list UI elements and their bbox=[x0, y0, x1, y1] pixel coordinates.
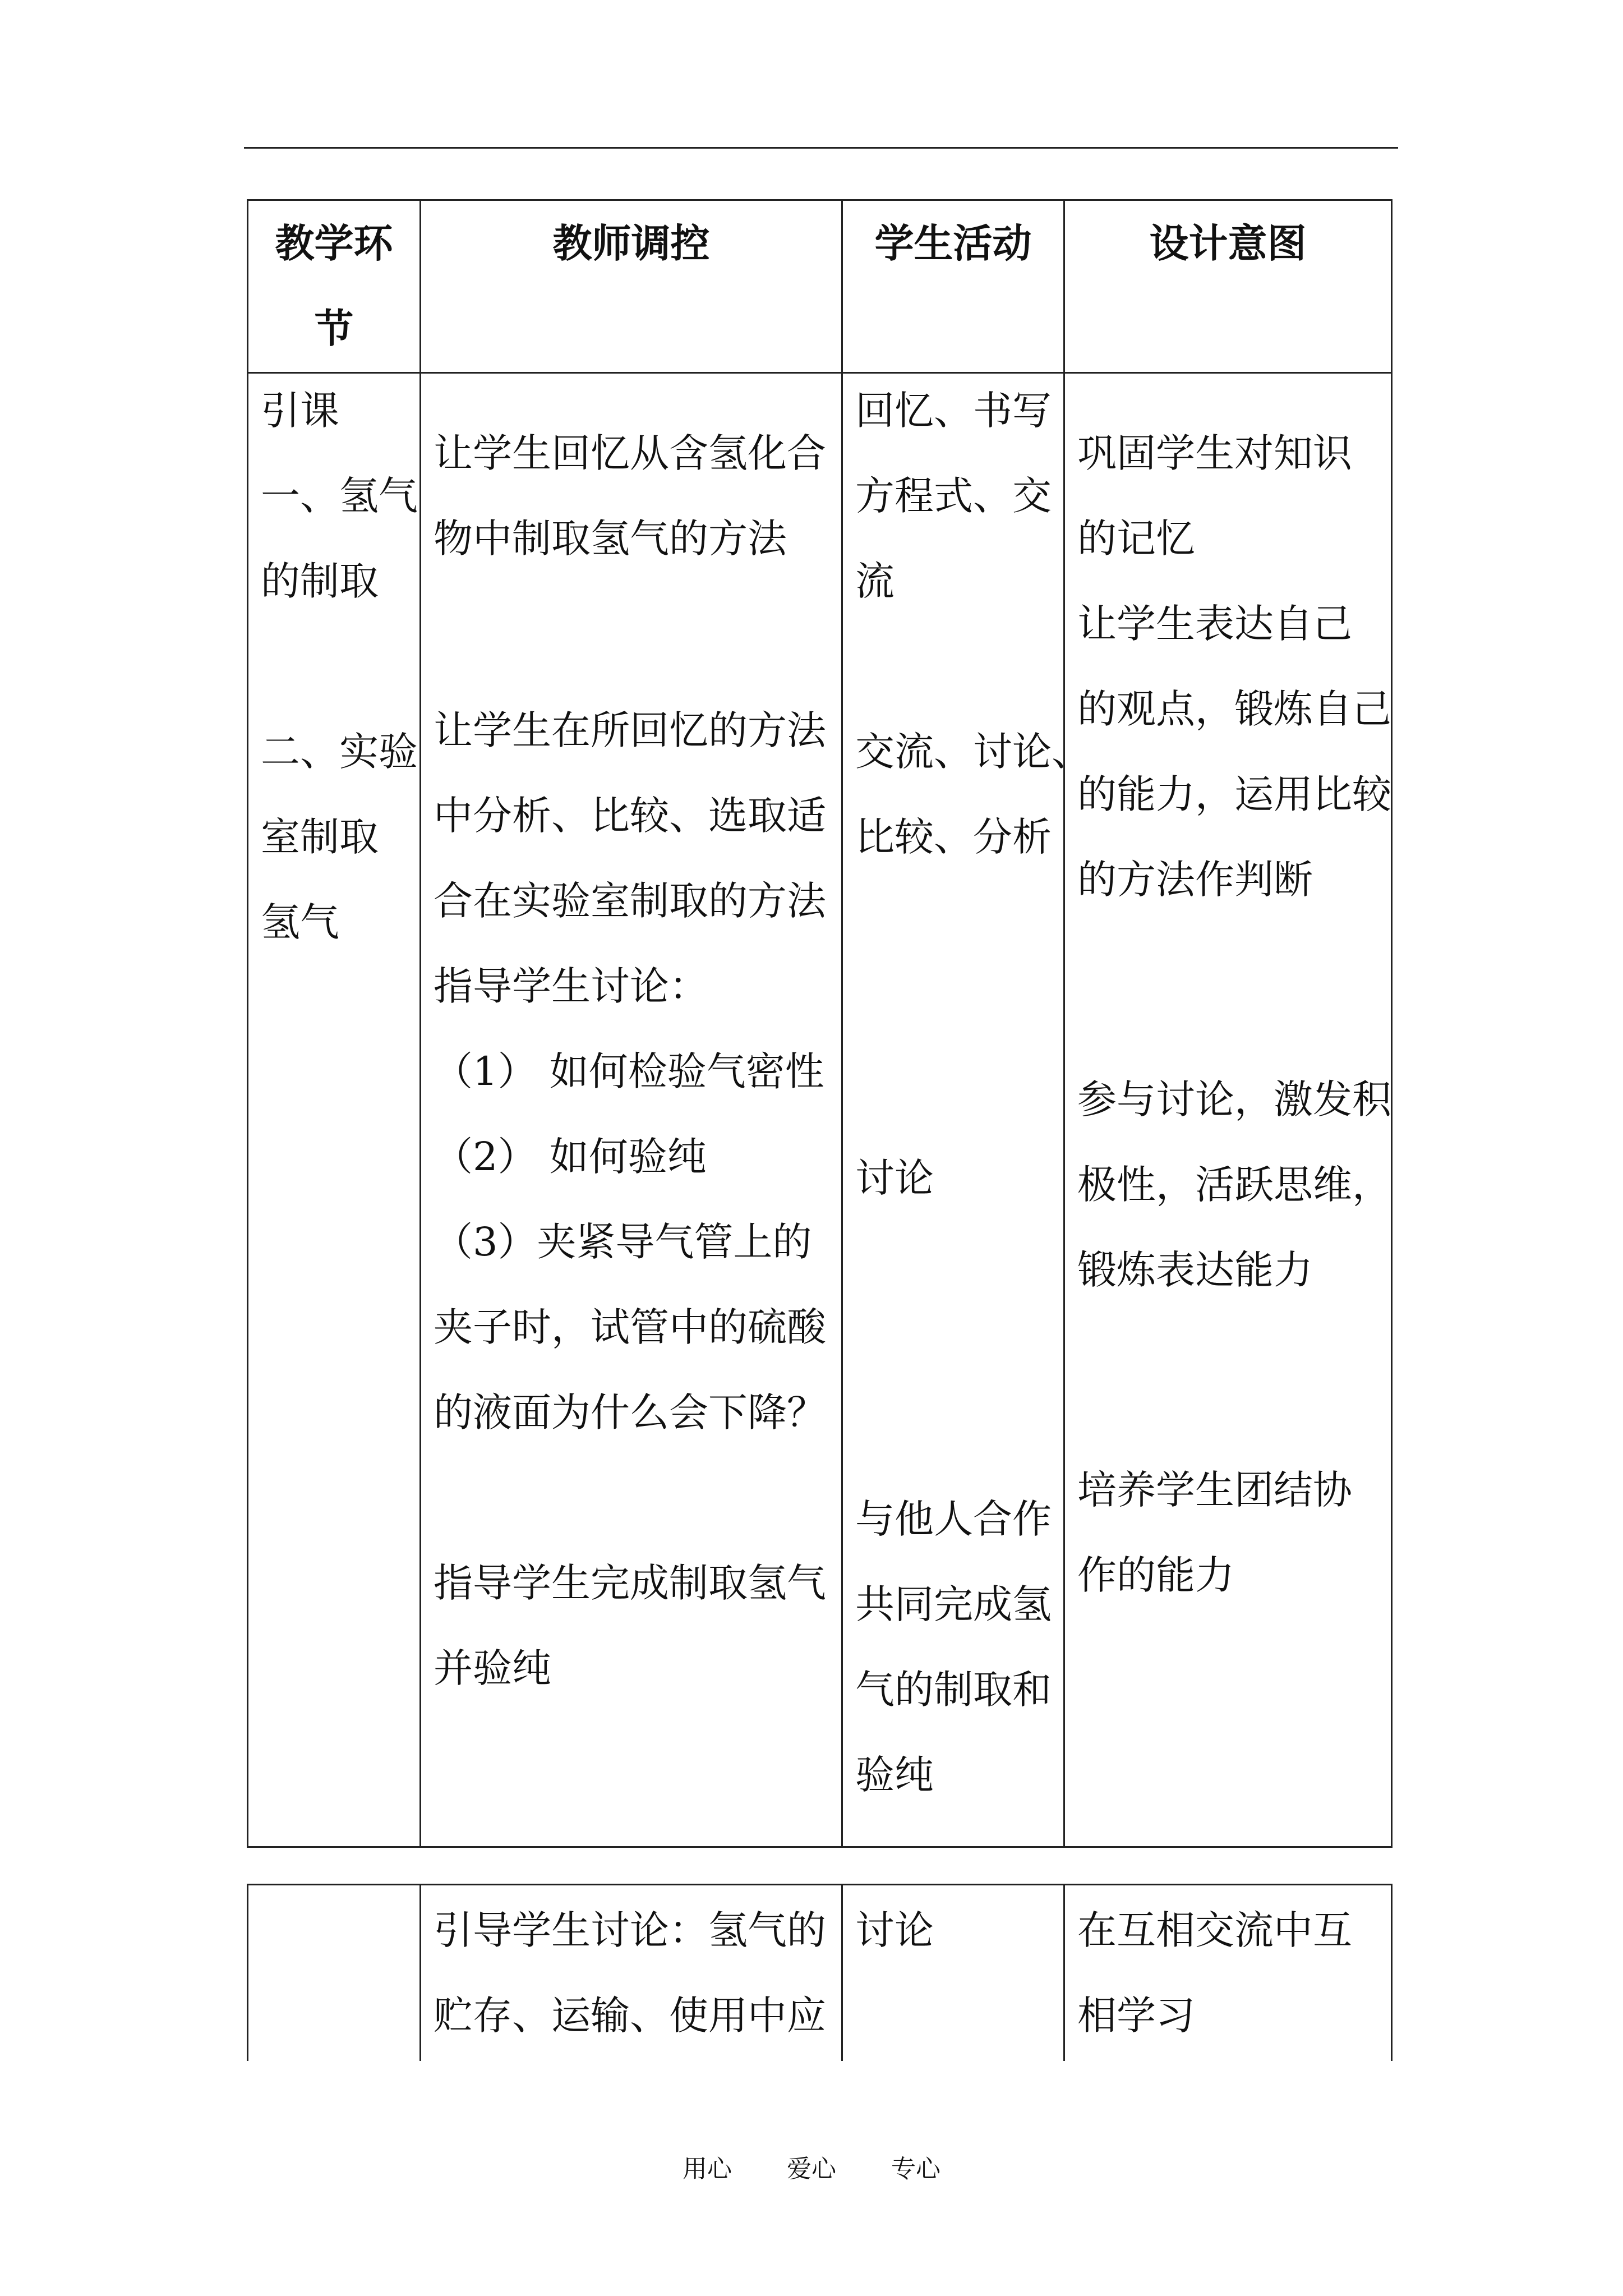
student-line: 讨论 bbox=[855, 1155, 934, 1201]
intent-line: 巩固学生对知识 bbox=[1077, 430, 1352, 476]
teacher-line: 合在实验室制取的方法 bbox=[434, 878, 826, 924]
header-rule bbox=[244, 147, 1398, 149]
student-line: 流 bbox=[855, 558, 895, 604]
student-line: 讨论 bbox=[855, 1907, 934, 1953]
student-line: 交流、讨论、 bbox=[855, 729, 1091, 775]
footer-text: 爱心 bbox=[787, 2155, 836, 2183]
intent-line: 培养学生团结协 bbox=[1077, 1467, 1352, 1513]
header-intent: 设计意图 bbox=[1149, 220, 1307, 266]
student-line: 气的制取和 bbox=[855, 1667, 1052, 1713]
header-student: 学生活动 bbox=[874, 220, 1032, 266]
intent-cell bbox=[1064, 1885, 1392, 2061]
teacher-line: 贮存、运输、使用中应 bbox=[434, 1993, 826, 2039]
table-row bbox=[248, 373, 1392, 1847]
footer-text: 用心 bbox=[683, 2155, 732, 2183]
stage-cell bbox=[248, 373, 421, 1847]
teacher-line: 夹子时，试管中的硫酸 bbox=[434, 1304, 826, 1350]
intent-line: 的记忆 bbox=[1077, 516, 1195, 562]
teacher-line: 让学生回忆从含氢化合 bbox=[434, 430, 826, 476]
lesson-plan-table bbox=[247, 199, 1393, 1848]
teacher-line: 指导学生完成制取氢气 bbox=[434, 1560, 826, 1606]
stage-line: 引课 bbox=[261, 388, 339, 434]
table-header-row bbox=[248, 200, 1392, 373]
teacher-line: 物中制取氢气的方法 bbox=[434, 516, 787, 562]
stage-line: 二、实验 bbox=[261, 729, 418, 775]
teacher-line: 指导学生讨论： bbox=[434, 963, 708, 1009]
intent-line: 在互相交流中互 bbox=[1077, 1907, 1352, 1953]
header-stage-line1: 教学环 bbox=[275, 220, 393, 266]
header-cell-stage bbox=[248, 200, 421, 373]
intent-line: 参与讨论，激发积 bbox=[1077, 1076, 1391, 1122]
header-cell-teacher bbox=[421, 200, 842, 373]
header-cell-intent bbox=[1064, 200, 1392, 373]
table-row bbox=[248, 1885, 1392, 2061]
continued-table bbox=[247, 1884, 1393, 2061]
intent-cell bbox=[1064, 373, 1392, 1847]
header-stage-line2: 节 bbox=[314, 306, 354, 352]
student-cell bbox=[842, 1885, 1064, 2061]
stage-cell bbox=[248, 1885, 421, 2061]
teacher-line: 中分析、比较、选取适 bbox=[434, 793, 826, 839]
teacher-line: 的液面为什么会下降？ bbox=[434, 1389, 826, 1435]
intent-line: 相学习 bbox=[1077, 1993, 1195, 2039]
stage-line: 室制取 bbox=[261, 814, 379, 860]
intent-line: 的能力，运用比较 bbox=[1077, 771, 1391, 817]
stage-line: 氢气 bbox=[261, 899, 339, 945]
intent-line: 极性，活跃思维， bbox=[1077, 1162, 1391, 1208]
intent-line: 锻炼表达能力 bbox=[1077, 1247, 1313, 1293]
intent-line: 让学生表达自己 bbox=[1077, 601, 1352, 647]
teacher-line: 让学生在所回忆的方法 bbox=[434, 707, 826, 753]
teacher-line: 引导学生讨论：氢气的 bbox=[434, 1907, 826, 1953]
student-cell bbox=[842, 373, 1091, 1847]
teacher-line: （1） 如何检验气密性 bbox=[434, 1048, 824, 1094]
student-line: 验纯 bbox=[855, 1752, 934, 1798]
header-cell-student bbox=[842, 200, 1064, 373]
intent-line: 作的能力 bbox=[1077, 1552, 1234, 1598]
teacher-cell bbox=[421, 1885, 842, 2061]
intent-line: 的观点，锻炼自己 bbox=[1077, 686, 1391, 732]
student-line: 共同完成氢 bbox=[855, 1581, 1052, 1627]
teacher-line: 并验纯 bbox=[434, 1645, 551, 1691]
teacher-cell bbox=[421, 373, 842, 1847]
student-line: 回忆、书写 bbox=[855, 388, 1052, 434]
teacher-line: （2） 如何验纯 bbox=[434, 1134, 707, 1180]
page-footer bbox=[0, 2148, 1623, 2184]
student-line: 与他人合作 bbox=[855, 1496, 1052, 1542]
header-teacher: 教师调控 bbox=[552, 220, 710, 266]
stage-line: 一、氢气 bbox=[261, 473, 418, 519]
intent-line: 的方法作判断 bbox=[1077, 857, 1313, 903]
footer-text: 专心 bbox=[891, 2155, 940, 2183]
stage-line: 的制取 bbox=[261, 558, 379, 604]
teacher-line: （3）夹紧导气管上的 bbox=[434, 1219, 812, 1265]
student-line: 比较、分析 bbox=[855, 814, 1052, 860]
student-line: 方程式、交 bbox=[855, 473, 1052, 519]
